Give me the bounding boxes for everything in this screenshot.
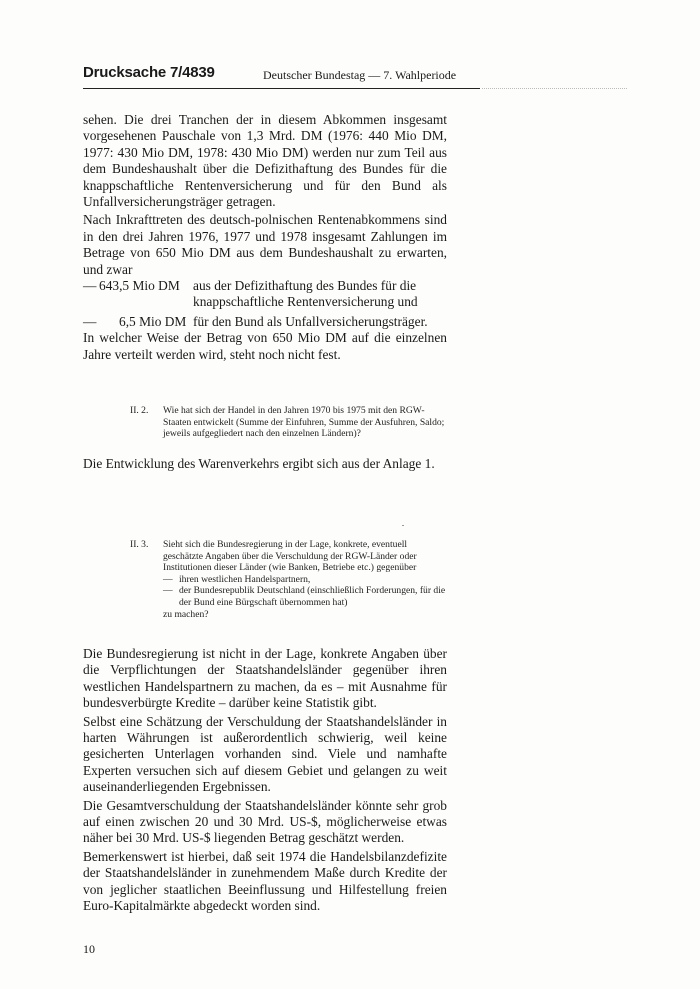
scan-speck bbox=[402, 525, 404, 526]
paragraph: Selbst eine Schätzung der Verschuldung der Staatshandelsländer in harten Währungen ist außerordentlich schwierig, weil keine gesicherten Unterlagen vorhanden sind. Viele und namhafte Experten versuchen sich auf diesem Gebiet und gelangen zu weit auseinanderliegenden Ergebnissen. bbox=[83, 713, 447, 795]
amount-value: 6,5 Mio DM bbox=[119, 313, 187, 329]
answer-ii-3 bbox=[83, 646, 447, 917]
question-text: Wie hat sich der Handel in den Jahren 1970 bis 1975 mit den RGW-Staaten entwickelt (Summe der Einfuhren, Summe der Ausfuhren, Saldo; jeweils aufgegliedert nach den einzelnen Ländern)? bbox=[163, 405, 445, 440]
running-head: Deutscher Bundestag — 7. Wahlperiode bbox=[263, 68, 457, 82]
paragraph: In welcher Weise der Betrag von 650 Mio DM auf die einzelnen Jahre verteilt werden wird, steht noch nicht fest. bbox=[83, 330, 447, 362]
paragraph: Nach Inkrafttreten des deutsch-polnischen Rentenabkommens sind in den drei Jahren 1976, 1977 und 1978 insgesamt Zahlungen im Betrage von 650 Mio DM aus dem Bundeshaushalt zu erwarten, und zwar bbox=[83, 212, 447, 277]
amount-row bbox=[83, 314, 447, 330]
amount-description: aus der Defizithaftung des Bundes für die knappschaftliche Rentenversicherung und bbox=[193, 278, 418, 310]
question-item-text: ihren westlichen Handelspartnern, bbox=[179, 573, 311, 585]
question-text bbox=[163, 539, 446, 620]
amount-value: 643,5 Mio DM bbox=[99, 278, 180, 294]
amount-list bbox=[83, 278, 447, 330]
question-ii-3 bbox=[130, 539, 446, 639]
question-item-text: der Bundesrepublik Deutschland (einschließlich Forderungen, für die der Bund eine Bürgschaft übernommen hat) bbox=[179, 585, 446, 608]
paragraph: Bemerkenswert ist hierbei, daß seit 1974 die Handelsbilanzdefizite der Staatshandelsländer in zunehmendem Maße durch Kredite der von jeglicher staatlichen Beeinflussung und Hilfestellung freien Euro-Kapitalmärkte abgedeckt worden sind. bbox=[83, 848, 447, 914]
list-dash: — bbox=[163, 585, 173, 597]
question-number: II. 2. bbox=[130, 405, 149, 416]
page-header bbox=[83, 64, 480, 89]
page-number: 10 bbox=[83, 942, 95, 956]
amount-row bbox=[83, 278, 447, 311]
header-rule-tail bbox=[482, 88, 627, 89]
list-dash: — bbox=[83, 278, 97, 294]
paragraph: Die Bundesregierung ist nicht in der Lage, konkrete Angaben über die Verpflichtungen der Staatshandelsländer gegenüber ihren westlichen Handelspartnern zu machen, da es – mit Ausnahme für bundesverbürgte Kredite – darüber keine Statistik gibt. bbox=[83, 646, 447, 711]
question-number: II. 3. bbox=[130, 539, 149, 550]
question-ii-2 bbox=[130, 405, 446, 453]
list-dash: — bbox=[83, 313, 97, 329]
section-pension-agreement bbox=[83, 112, 447, 365]
answer-ii-2 bbox=[83, 456, 447, 474]
amount-description: für den Bund als Unfallversicherungsträger. bbox=[193, 313, 428, 329]
question-closing: zu machen? bbox=[163, 608, 209, 620]
list-dash: — bbox=[163, 573, 173, 585]
paragraph: sehen. Die drei Tranchen der in diesem Abkommen insgesamt vorgesehenen Pauschale von 1,3 Mrd. DM (1976: 440 Mio DM, 1977: 430 Mio DM, 1978: 430 Mio DM) werden nur zum Teil aus dem Bundeshaushalt über die Defizithaftung des Bundes für die knappschaftliche Rentenversicherung und für den Bund als Unfallversicherungsträger getragen. bbox=[83, 112, 447, 210]
paragraph: Die Entwicklung des Warenverkehrs ergibt sich aus der Anlage 1. bbox=[83, 456, 435, 471]
question-intro: Sieht sich die Bundesregierung in der Lage, konkrete, eventuell geschätzte Angaben über die Verschuldung der RGW-Länder oder Institutionen dieser Länder (wie Banken, Betriebe etc.) gegenüber bbox=[163, 539, 417, 574]
paragraph: Die Gesamtverschuldung der Staatshandelsländer könnte sehr grob auf einen zwischen 20 und 30 Mrd. US-$, möglicherweise etwas näher bei 30 Mrd. US-$ liegenden Betrag geschätzt werden. bbox=[83, 797, 447, 846]
question-item bbox=[163, 585, 446, 608]
document-number: Drucksache 7/4839 bbox=[83, 64, 215, 81]
question-item bbox=[163, 574, 446, 586]
